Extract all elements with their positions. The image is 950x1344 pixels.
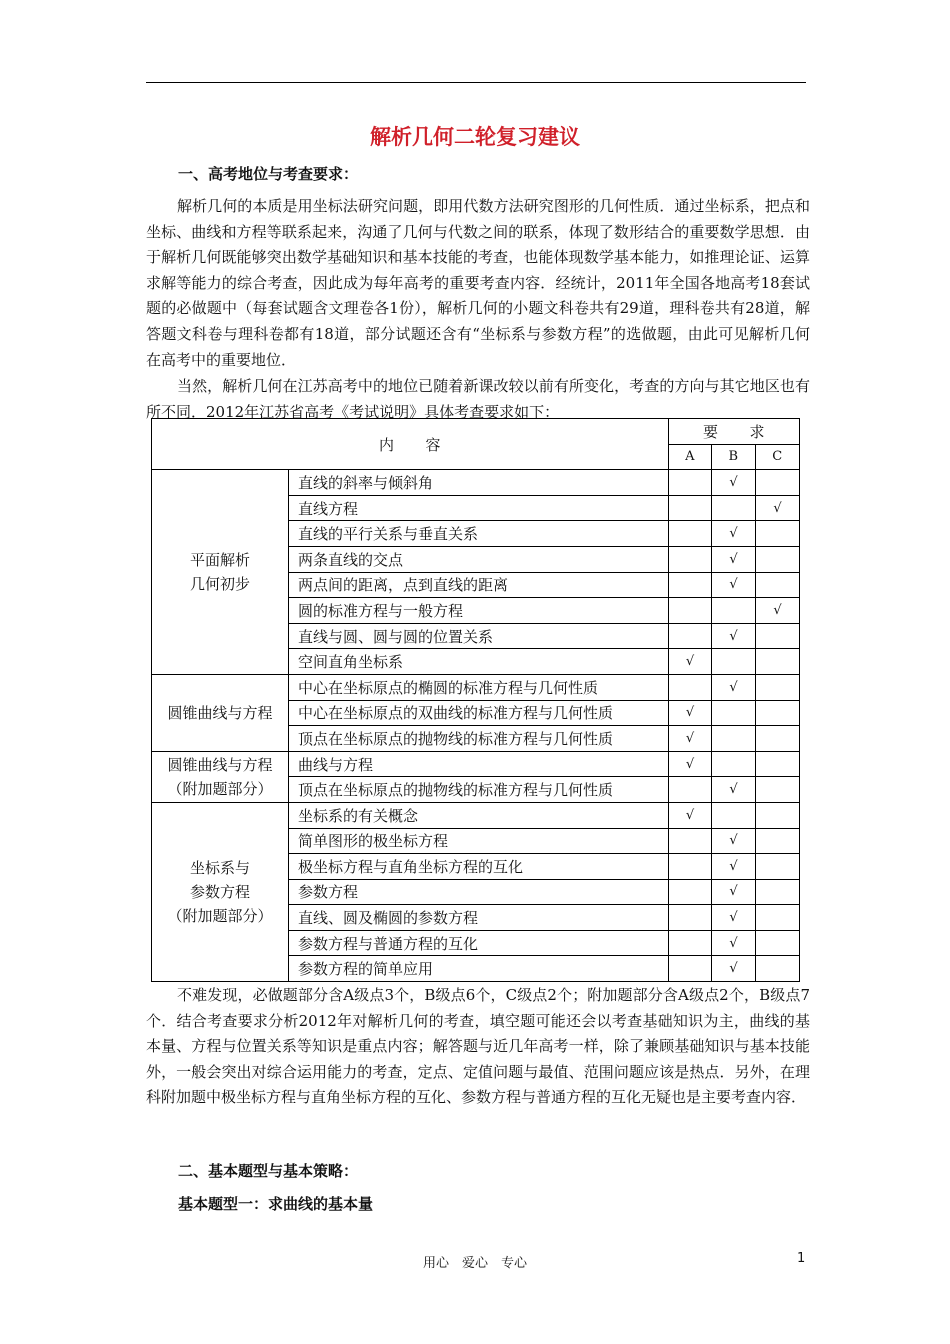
level-c-cell [756, 521, 800, 547]
level-b-cell [712, 521, 756, 547]
level-b-cell [712, 470, 756, 496]
check-mark: √ [729, 474, 738, 490]
check-mark: √ [729, 858, 738, 874]
table-header-row [152, 419, 800, 445]
footer-text: 用心 爱心 专心 [422, 1256, 527, 1271]
check-mark: √ [685, 730, 695, 746]
table-row [152, 470, 800, 496]
paragraph-1: 解析几何的本质是用坐标法研究问题，即用代数方法研究图形的几何性质．通过坐标系，把点和坐标、曲线和方程等联系起来，沟通了几何与代数之间的联系，体现了数形结合的重要数学思想．由于解析几何既能够突出数学基础知识和基本技能的考查，也能体现数学基本能力，如推理论证、运算求解等能力的综合考查，因此成为每年高考的重要考查内容．经统计，2011年全国各地高考18套试题的必做题中（每套试题含文理卷各1份），解析几何的小题文科卷共有29道，理科卷共有28道，解答题文科卷与理科卷都有18道，部分试题还含有“坐标系与参数方程”的选做题，由此可见解析几何在高考中的重要地位． [146, 197, 810, 369]
level-a-cell [669, 495, 712, 521]
check-mark: √ [773, 500, 782, 516]
level-c-cell [756, 623, 800, 649]
level-c-cell [756, 649, 800, 675]
level-c-cell [756, 572, 800, 598]
level-c-cell [756, 905, 800, 931]
level-a-cell [669, 905, 712, 931]
level-b-cell [712, 700, 756, 726]
check-mark: √ [685, 807, 695, 823]
level-b-cell [712, 777, 756, 803]
requirement-item: 直线方程 [289, 495, 669, 521]
level-a-cell [669, 879, 712, 905]
level-c-cell [756, 726, 800, 752]
page-title: 解析几何二轮复习建议 [370, 125, 580, 149]
level-b-cell [712, 546, 756, 572]
requirement-item: 两点间的距离，点到直线的距离 [289, 572, 669, 598]
table-row [152, 674, 800, 700]
requirement-item: 两条直线的交点 [289, 546, 669, 572]
level-c-cell [756, 495, 800, 521]
level-c-cell [756, 828, 800, 854]
level-c-cell [756, 546, 800, 572]
level-b-header: B [712, 444, 756, 470]
level-a-cell [669, 546, 712, 572]
level-c-header: C [756, 444, 800, 470]
check-mark: √ [729, 782, 738, 798]
requirement-item: 坐标系的有关概念 [289, 802, 669, 828]
level-c-cell [756, 802, 800, 828]
requirement-item: 直线、圆及椭圆的参数方程 [289, 905, 669, 931]
check-mark: √ [685, 756, 695, 772]
level-b-cell [712, 572, 756, 598]
check-mark: √ [729, 833, 738, 849]
level-c-cell [756, 470, 800, 496]
section1-heading: 一、高考地位与考查要求： [178, 165, 359, 183]
level-c-cell [756, 930, 800, 956]
category-cell: 平面解析 几何初步 [152, 470, 289, 675]
level-c-cell [756, 598, 800, 624]
requirement-item: 直线的平行关系与垂直关系 [289, 521, 669, 547]
requirement-item: 简单图形的极坐标方程 [289, 828, 669, 854]
level-a-cell [669, 956, 712, 982]
page-number: 1 [797, 1251, 806, 1266]
requirement-item: 圆的标准方程与一般方程 [289, 598, 669, 624]
check-mark: √ [729, 935, 738, 951]
level-b-cell [712, 802, 756, 828]
level-a-cell [669, 674, 712, 700]
level-a-cell [669, 777, 712, 803]
level-a-cell [669, 572, 712, 598]
category-cell: 圆锥曲线与方程 [152, 674, 289, 751]
category-cell: 坐标系与 参数方程 （附加题部分） [152, 802, 289, 981]
check-mark: √ [773, 602, 782, 618]
requirement-item: 中心在坐标原点的双曲线的标准方程与几何性质 [289, 700, 669, 726]
level-c-cell [756, 777, 800, 803]
check-mark: √ [685, 705, 695, 721]
check-mark: √ [729, 551, 738, 567]
level-a-cell [669, 521, 712, 547]
level-a-cell [669, 649, 712, 675]
header-rule [146, 82, 806, 83]
level-c-cell [756, 751, 800, 777]
level-b-cell [712, 828, 756, 854]
level-a-cell [669, 930, 712, 956]
level-b-cell [712, 649, 756, 675]
level-b-cell [712, 495, 756, 521]
level-c-cell [756, 674, 800, 700]
requirement-item: 顶点在坐标原点的抛物线的标准方程与几何性质 [289, 777, 669, 803]
check-mark: √ [729, 884, 738, 900]
requirement-item: 参数方程与普通方程的互化 [289, 930, 669, 956]
level-a-cell [669, 828, 712, 854]
table-row [152, 802, 800, 828]
level-c-cell [756, 854, 800, 880]
table-row [152, 751, 800, 777]
level-c-cell [756, 956, 800, 982]
level-b-cell [712, 726, 756, 752]
section2-subheading: 基本题型一：求曲线的基本量 [178, 1195, 374, 1213]
level-c-cell [756, 700, 800, 726]
level-b-cell [712, 905, 756, 931]
requirement-item: 中心在坐标原点的椭圆的标准方程与几何性质 [289, 674, 669, 700]
check-mark: √ [729, 679, 738, 695]
level-a-cell [669, 854, 712, 880]
level-b-cell [712, 598, 756, 624]
level-b-cell [712, 879, 756, 905]
level-b-cell [712, 956, 756, 982]
paragraph-2: 当然，解析几何在江苏高考中的地位已随着新课改较以前有所变化，考查的方向与其它地区也有所不同．2012年江苏省高考《考试说明》具体考查要求如下： [146, 377, 810, 421]
check-mark: √ [729, 910, 738, 926]
requirement-item: 直线的斜率与倾斜角 [289, 470, 669, 496]
level-b-cell [712, 930, 756, 956]
requirement-item: 极坐标方程与直角坐标方程的互化 [289, 854, 669, 880]
check-mark: √ [729, 526, 738, 542]
check-mark: √ [685, 654, 695, 670]
header-requirements: 要 求 [669, 419, 800, 445]
level-a-cell [669, 598, 712, 624]
requirement-item: 参数方程的简单应用 [289, 956, 669, 982]
requirement-item: 顶点在坐标原点的抛物线的标准方程与几何性质 [289, 726, 669, 752]
category-cell: 圆锥曲线与方程 （附加题部分） [152, 751, 289, 802]
level-b-cell [712, 674, 756, 700]
level-a-cell [669, 726, 712, 752]
level-a-cell [669, 470, 712, 496]
level-a-cell [669, 700, 712, 726]
level-a-cell [669, 623, 712, 649]
level-a-cell [669, 751, 712, 777]
requirement-item: 直线与圆、圆与圆的位置关系 [289, 623, 669, 649]
level-b-cell [712, 751, 756, 777]
level-b-cell [712, 854, 756, 880]
paragraph-3: 不难发现，必做题部分含A级点3个，B级点6个，C级点2个；附加题部分含A级点2个，B级点7个．结合考查要求分析2012年对解析几何的考查，填空题可能还会以考查基础知识为主，曲线的基本量、方程与位置关系等知识是重点内容；解答题与近几年高考一样，除了兼顾基础知识与基本技能外，一般会突出对综合运用能力的考查，定点、定值问题与最值、范围问题应该是热点．另外，在理科附加题中极坐标方程与直角坐标方程的互化、参数方程与普通方程的互化无疑也是主要考查内容． [146, 986, 810, 1107]
requirement-item: 空间直角坐标系 [289, 649, 669, 675]
level-a-cell [669, 802, 712, 828]
check-mark: √ [729, 577, 738, 593]
requirement-item: 参数方程 [289, 879, 669, 905]
level-a-header: A [669, 444, 712, 470]
requirements-table [151, 418, 800, 982]
requirement-item: 曲线与方程 [289, 751, 669, 777]
check-mark: √ [729, 961, 738, 977]
section2-heading: 二、基本题型与基本策略： [178, 1162, 359, 1180]
level-c-cell [756, 879, 800, 905]
check-mark: √ [729, 628, 738, 644]
level-b-cell [712, 623, 756, 649]
header-content: 内 容 [152, 419, 669, 470]
